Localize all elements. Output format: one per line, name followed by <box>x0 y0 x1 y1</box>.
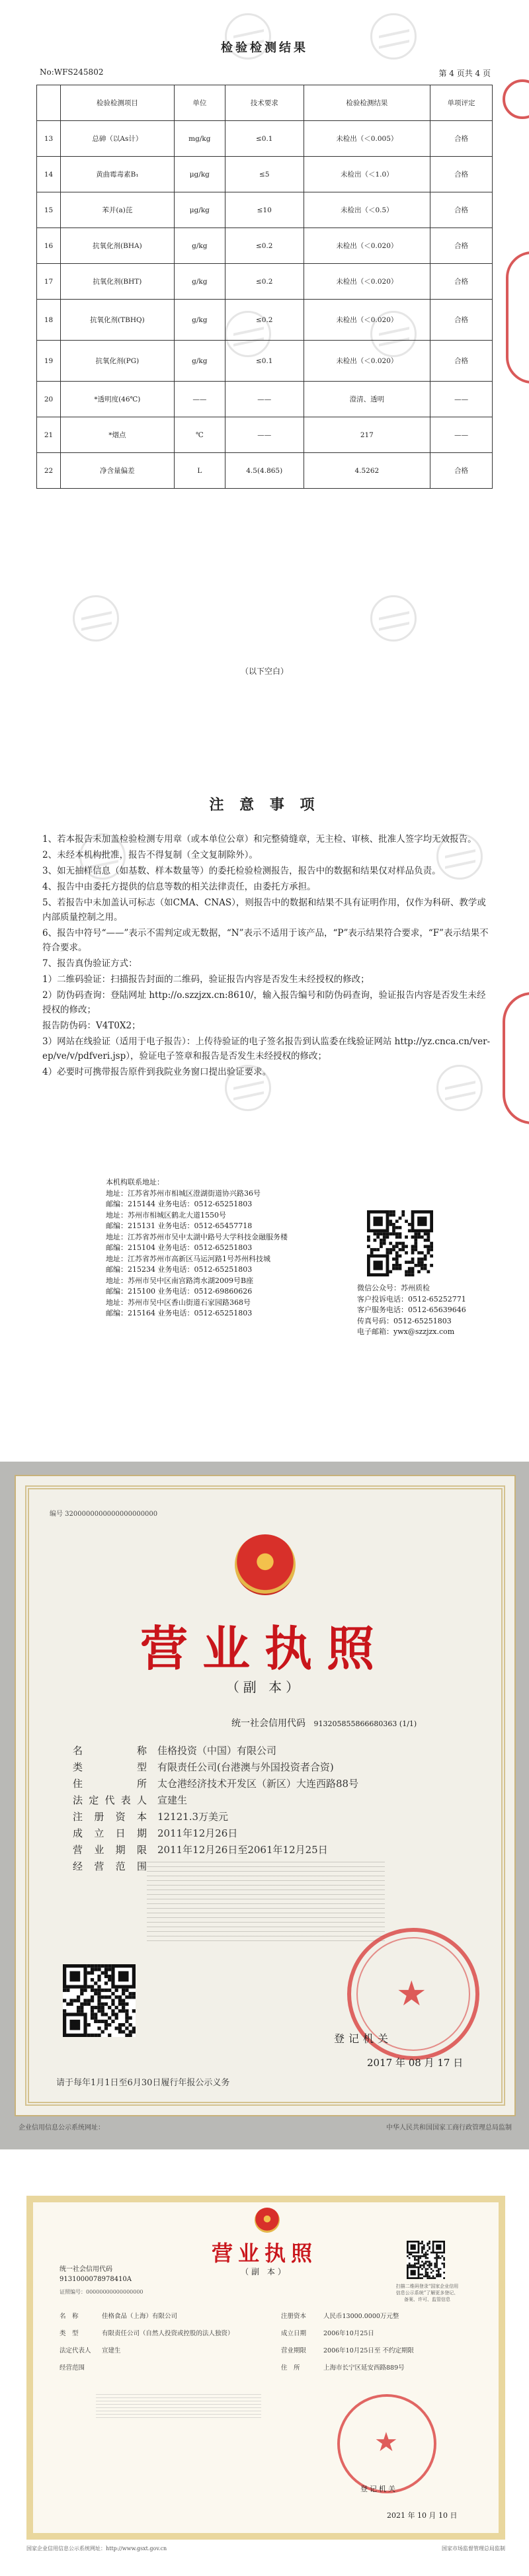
table-cell-item: *烟点 <box>61 417 175 453</box>
field-label: 注册资本 <box>281 2313 307 2320</box>
col-header: 检验检测结果 <box>304 85 430 121</box>
license-field <box>60 2325 271 2343</box>
table-row <box>37 157 493 192</box>
field-label: 法定代表人 <box>60 2347 91 2354</box>
report-title: 检验检测结果 <box>221 41 308 55</box>
table-cell-req: ≤0.2 <box>225 228 304 264</box>
footer-right: 中华人民共和国国家工商行政管理总局监制 <box>386 2124 512 2132</box>
field-label: 类 型 <box>73 1761 147 1773</box>
address-line: 地址：苏州市吴中区南宫路湾水湖2009号B座 <box>106 1276 254 1285</box>
field-label: 名 称 <box>73 1745 147 1757</box>
license-field <box>281 2360 466 2377</box>
qr-caption: 扫描二维码登录“国家企业信用信息公示系统”了解更多登记、备案、许可、监管信息 <box>395 2284 459 2302</box>
address-line: 邮编：215144 业务电话：0512-65251803 <box>106 1200 253 1208</box>
national-emblem-icon <box>255 2208 280 2233</box>
table-cell-req: ≤0.2 <box>225 300 304 341</box>
business-license-page-2 <box>0 2176 529 2576</box>
credit-code-label: 统一社会信用代码 <box>60 2266 112 2273</box>
table-row <box>37 341 493 382</box>
field-value: 宣建生 <box>157 1794 188 1806</box>
notice-item: 1、若本报告未加盖检验检测专用章（或本单位公章）和完整骑缝章，无主检、审核、批准人签字均无效报告。 <box>42 834 477 845</box>
seal-stamp-icon <box>506 251 529 384</box>
address-line: 邮编：215131 业务电话：0512-65457718 <box>106 1222 253 1230</box>
address-line: 地址：江苏省苏州市相城区澄湖街道协兴路36号 <box>106 1188 261 1198</box>
address-line: 邮编：215234 业务电话：0512-65251803 <box>106 1265 253 1274</box>
field-value: 2011年12月26日 <box>157 1827 238 1839</box>
notice-item: 5、若报告中未加盖认可标志（如CMA、CNAS），则报告中的数据和结果不具有证明作用，仅作为科研、教学或内部质量控制之用。 <box>42 897 486 923</box>
license-field <box>60 2308 271 2325</box>
table-cell-judge: 合格 <box>430 341 493 382</box>
license-field <box>281 2343 466 2360</box>
field-value: 2006年10月25日 <box>323 2330 374 2337</box>
table-row <box>37 192 493 228</box>
table-cell-item: 总砷（以As计） <box>61 121 175 157</box>
table-cell-result: 4.5262 <box>304 453 430 489</box>
license-field <box>73 1759 443 1776</box>
col-header: 检验检测项目 <box>61 85 175 121</box>
col-header: 单位 <box>174 85 225 121</box>
footer-left: 国家企业信用信息公示系统网址：http://www.gsxt.gov.cn <box>26 2546 167 2552</box>
table-cell-judge: 合格 <box>430 192 493 228</box>
license-field <box>281 2325 466 2343</box>
table-cell-result: 未检出（＜0.020） <box>304 341 430 382</box>
table-cell-unit: ℃ <box>174 417 225 453</box>
notice-heading: 注 意 事 项 <box>209 796 320 813</box>
notice-item: 2）防伪码查询：登陆网址 http://o.szzjzx.cn:8610/，输入报告编号和防伪码查询，验证报告内容是否发生未经授权的修改； <box>42 990 486 1015</box>
table-cell-item: 抗氧化剂(PG) <box>61 341 175 382</box>
col-header: 技术要求 <box>225 85 304 121</box>
credit-code-label: 统一社会信用代码 <box>231 1718 305 1729</box>
table-cell-unit: mg/kg <box>174 121 225 157</box>
business-scope-text <box>147 1862 385 1941</box>
license-copy-label: （副 本） <box>241 2267 288 2276</box>
table-cell-n: 18 <box>37 300 61 341</box>
registration-authority: 登记机关 <box>360 2485 397 2493</box>
table-cell-req: ≤0.1 <box>225 341 304 382</box>
table-row <box>37 300 493 341</box>
field-label: 经营范围 <box>60 2364 85 2372</box>
field-value: 佳格食品（上海）有限公司 <box>102 2313 178 2320</box>
annual-report-note: 请于每年1月1日至6月30日履行年报公示义务 <box>56 2078 230 2088</box>
notice-item: 7、报告真伪验证方式： <box>42 958 138 969</box>
license-field <box>73 1842 443 1858</box>
table-cell-item: 净含量偏差 <box>61 453 175 489</box>
table-cell-item: 抗氧化剂(BHT) <box>61 264 175 300</box>
license-fields-left <box>60 2308 271 2377</box>
address-line: 邮编：215164 业务电话：0512-65251803 <box>106 1309 253 1317</box>
table-cell-result: 217 <box>304 417 430 453</box>
field-value: 上海市长宁区延安西路889号 <box>323 2364 405 2372</box>
credit-code <box>60 2264 132 2284</box>
field-label: 名 称 <box>60 2313 79 2320</box>
footer-right: 国家市场监督管理总局监制 <box>442 2546 505 2552</box>
qr-code-icon[interactable] <box>407 2241 445 2279</box>
qr-code-icon[interactable] <box>367 1210 433 1276</box>
license-title: 营业执照 <box>211 2241 317 2266</box>
field-label: 住 所 <box>281 2364 300 2372</box>
license-serial: 编号 3200000000000000000000 <box>50 1511 158 1518</box>
field-label: 营业期限 <box>73 1844 147 1856</box>
issue-date: 2017 年 08 月 17 日 <box>367 2057 464 2069</box>
contact-line: 电子邮箱：ywx@szzjzx.com <box>357 1327 455 1336</box>
table-cell-judge: 合格 <box>430 121 493 157</box>
col-header <box>37 85 61 121</box>
table-cell-unit: g/kg <box>174 264 225 300</box>
address-line: 邮编：215104 业务电话：0512-65251803 <box>106 1243 253 1252</box>
table-cell-result: 未检出（＜0.5） <box>304 192 430 228</box>
notice-list <box>42 832 492 1081</box>
contact-info <box>357 1283 489 1338</box>
blank-note: （以下空白） <box>240 667 288 676</box>
field-value: 有限责任公司（自然人投资或控股的法人独资） <box>102 2330 234 2337</box>
seal-stamp-icon: ★ <box>337 2394 436 2493</box>
table-cell-result: 未检出（＜0.020） <box>304 264 430 300</box>
contact-line: 客户服务电话：0512-65639646 <box>357 1306 466 1314</box>
table-cell-judge: —— <box>430 417 493 453</box>
table-cell-result: 未检出（＜0.005） <box>304 121 430 157</box>
notice-item: 1）二维码验证：扫描报告封面的二维码，验证报告内容是否发生未经授权的修改； <box>42 974 370 985</box>
field-value: 人民币13000.0000万元整 <box>323 2313 399 2320</box>
table-cell-result: 未检出（＜1.0） <box>304 157 430 192</box>
table-cell-result: 未检出（＜0.020） <box>304 300 430 341</box>
table-row <box>37 264 493 300</box>
table-cell-judge: 合格 <box>430 453 493 489</box>
notice-item: 6、报告中符号“——”表示不需判定或无数据，“N”表示不适用于该产品，“P”表示结果符合要求，“F”表示结果不符合要求。 <box>42 928 489 953</box>
table-cell-judge: 合格 <box>430 264 493 300</box>
table-cell-n: 13 <box>37 121 61 157</box>
license-fields <box>73 1743 443 1875</box>
notice-item: 4）必要时可携带报告原件到我院业务窗口提出验证要求。 <box>42 1067 272 1077</box>
table-cell-item: 抗氧化剂(BHA) <box>61 228 175 264</box>
table-cell-n: 22 <box>37 453 61 489</box>
issue-date: 2021 年 10 月 10 日 <box>387 2511 458 2520</box>
table-cell-unit: μg/kg <box>174 192 225 228</box>
table-cell-item: 黄曲霉毒素B₁ <box>61 157 175 192</box>
table-cell-n: 14 <box>37 157 61 192</box>
table-cell-req: ≤0.1 <box>225 121 304 157</box>
notice-item: 3）网站在线验证（适用于电子报告）：上传待验证的电子签名报告到认监委在线验证网站 http://yz.cnca.cn/ver-ep/ve/v/pdfveri.jsp），验证电子签章和报告是否发生未经授权的修改； <box>42 1036 491 1061</box>
contact-line: 传真号码：0512-65251803 <box>357 1316 452 1325</box>
contact-line: 微信公众号：苏州质检 <box>357 1284 430 1292</box>
field-label: 成立日期 <box>73 1827 147 1839</box>
license-field <box>73 1743 443 1759</box>
table-cell-n: 15 <box>37 192 61 228</box>
contact-line: 客户投诉电话：0512-65252771 <box>357 1294 466 1304</box>
table-cell-item: *透明度(46℃) <box>61 382 175 417</box>
table-cell-item: 抗氧化剂(TBHQ) <box>61 300 175 341</box>
field-value: 2006年10月25日至 不约定期限 <box>323 2347 414 2354</box>
watermark-icon <box>370 595 417 642</box>
notice-item: 3、如无抽样信息（如基数、样本数量等）的委托检验检测报告，报告中的数据和结果仅对样品负责。 <box>42 866 441 876</box>
license-field <box>73 1776 443 1792</box>
field-label: 营业期限 <box>281 2347 307 2354</box>
license-field <box>73 1825 443 1842</box>
credit-code-value: 9131000078978410A <box>60 2276 132 2283</box>
field-value: 2011年12月26日至2061年12月25日 <box>157 1844 328 1856</box>
table-cell-unit: μg/kg <box>174 157 225 192</box>
report-number: No:WFS245802 <box>40 67 104 77</box>
table-cell-req: ≤10 <box>225 192 304 228</box>
license-serial: 证照编号：00000000000000000 <box>60 2289 143 2295</box>
national-emblem-icon <box>235 1534 296 1595</box>
address-line: 邮编：215100 业务电话：0512-69860626 <box>106 1287 253 1296</box>
field-value: 太仓港经济技术开发区（新区）大连西路88号 <box>157 1778 359 1790</box>
license-field <box>73 1809 443 1825</box>
field-label: 法定代表人 <box>73 1794 147 1806</box>
address-line: 地址：苏州市相城区鹤北大道1550号 <box>106 1210 226 1220</box>
table-cell-n: 21 <box>37 417 61 453</box>
table-cell-judge: 合格 <box>430 228 493 264</box>
seal-stamp-icon: ★ <box>347 1928 479 2060</box>
table-cell-req: 4.5(4.865) <box>225 453 304 489</box>
table-cell-n: 19 <box>37 341 61 382</box>
table-cell-n: 20 <box>37 382 61 417</box>
footer-left: 企业信用信息公示系统网址： <box>19 2124 104 2132</box>
license-footer <box>15 2122 516 2135</box>
credit-code-value: 913205855866680363 (1/1) <box>313 1720 417 1728</box>
credit-code <box>231 1716 417 1729</box>
report-page <box>0 0 529 718</box>
field-label: 经营范围 <box>73 1860 147 1872</box>
field-label: 住 所 <box>73 1778 147 1790</box>
qr-code-icon[interactable] <box>63 1964 136 2037</box>
col-header: 单项评定 <box>430 85 493 121</box>
table-row <box>37 121 493 157</box>
license-copy-label: （副 本） <box>225 1679 304 1695</box>
field-label: 注册资本 <box>73 1811 147 1823</box>
address-line: 地址：江苏省苏州市吴中太湖中路号大学科技金融服务楼 <box>106 1232 288 1241</box>
table-cell-unit: g/kg <box>174 228 225 264</box>
license-field <box>73 1792 443 1809</box>
address-line: 地址：江苏省苏州市高新区马运河路1号苏州科技城 <box>106 1254 270 1263</box>
seal-stamp-icon <box>503 79 529 119</box>
table-cell-req: —— <box>225 417 304 453</box>
field-value: 宣建生 <box>102 2347 121 2354</box>
license-field <box>281 2308 466 2325</box>
table-cell-unit: L <box>174 453 225 489</box>
table-cell-judge: 合格 <box>430 157 493 192</box>
table-cell-item: 苯并(a)芘 <box>61 192 175 228</box>
notice-page <box>0 747 529 1448</box>
table-cell-n: 16 <box>37 228 61 264</box>
table-cell-n: 17 <box>37 264 61 300</box>
table-cell-result: 未检出（＜0.020） <box>304 228 430 264</box>
business-license-page <box>0 1462 529 2149</box>
license-field <box>60 2360 271 2377</box>
watermark-icon <box>73 595 119 642</box>
registration-authority: 登记机关 <box>334 2032 393 2045</box>
field-value: 佳格投资（中国）有限公司 <box>157 1745 277 1757</box>
table-cell-judge: 合格 <box>430 300 493 341</box>
table-cell-unit: g/kg <box>174 341 225 382</box>
field-label: 类 型 <box>60 2330 79 2337</box>
page-number: 第 4 页共 4 页 <box>438 69 491 78</box>
table-row <box>37 453 493 489</box>
table-cell-judge: —— <box>430 382 493 417</box>
seal-stamp-icon <box>503 992 529 1124</box>
license-title: 营业执照 <box>140 1620 389 1677</box>
table-row <box>37 382 493 417</box>
field-value: 12121.3万美元 <box>157 1811 229 1823</box>
license-footer <box>26 2545 505 2552</box>
table-header-row <box>37 85 493 121</box>
field-label: 成立日期 <box>281 2330 307 2337</box>
business-scope-text <box>96 2394 261 2421</box>
table-cell-unit: —— <box>174 382 225 417</box>
notice-item: 2、未经本机构批准，报告不得复制（全文复制除外）。 <box>42 850 258 860</box>
table-cell-req: ≤5 <box>225 157 304 192</box>
table-row <box>37 228 493 264</box>
license-field <box>60 2343 271 2360</box>
contact-address-block <box>106 1177 344 1319</box>
field-value: 有限责任公司(台港澳与外国投资者合资) <box>157 1761 334 1773</box>
table-cell-req: ≤0.2 <box>225 264 304 300</box>
table-cell-req: —— <box>225 382 304 417</box>
table-cell-result: 澄清、透明 <box>304 382 430 417</box>
notice-item: 4、报告中由委托方提供的信息等数的相关法律责任，由委托方承担。 <box>42 882 316 892</box>
table-cell-unit: g/kg <box>174 300 225 341</box>
notice-item: 报告防伪码：V4T0X2； <box>42 1020 141 1031</box>
results-table <box>36 85 493 489</box>
address-header: 本机构联系地址： <box>106 1178 164 1186</box>
address-line: 地址：苏州市吴中区香山街道石家园路368号 <box>106 1298 251 1307</box>
license-fields-right <box>281 2308 466 2377</box>
table-row <box>37 417 493 453</box>
